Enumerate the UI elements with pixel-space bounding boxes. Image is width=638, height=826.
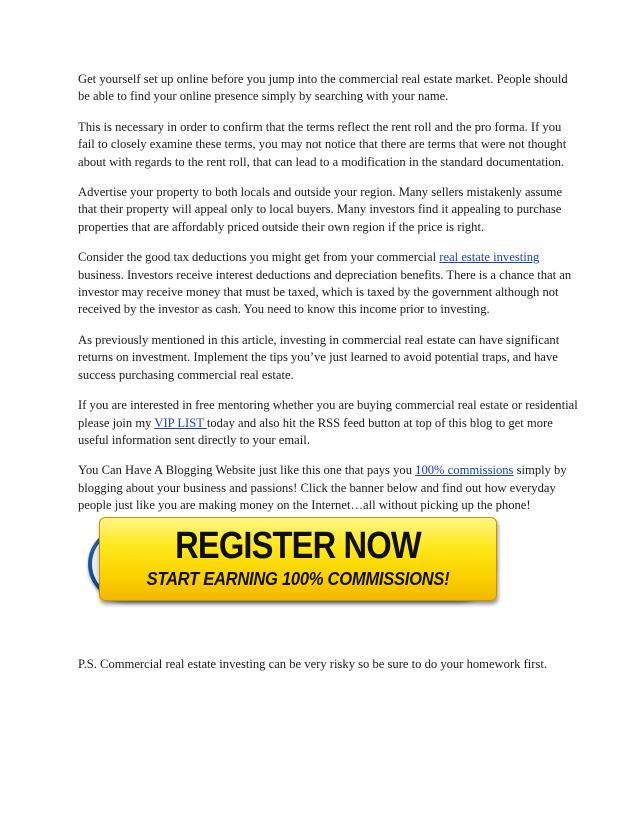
paragraph-text: If you are interested in free mentoring whether you are buying commercial real estate or residential please join my xyxy=(78,398,578,430)
paragraph-online-presence: Get yourself set up online before you jump into the commercial real estate market. People should be able to find your online presence simply by searching with your name. xyxy=(78,72,568,104)
paragraph-text: Consider the good tax deductions you might get from your commercial xyxy=(78,250,440,265)
paragraph-text: business. Investors receive interest deductions and depreciation benefits. There is a chance that an investor may receive money that must be taxed, which is taxed by the government although not received by the investor as cash. You need to know this income prior to investing. xyxy=(78,267,572,317)
banner-subtitle: START EARNING 100% COMMISSIONS! xyxy=(146,569,450,589)
real-estate-investing-link[interactable]: real estate investing xyxy=(439,250,540,265)
paragraph-advertise: Advertise your property to both locals and outside your region. Many sellers mistakenly assume that their property will appeal only to local buyers. Many investors find it appealing to purchase properties that are affordably priced outside their own region if the price is right. xyxy=(78,185,563,234)
paragraph-mentoring xyxy=(78,397,578,449)
paragraph-text: today and also hit the RSS feed button at top of this blog to get more useful information sent directly to your email. xyxy=(78,415,553,447)
commissions-link[interactable]: 100% commissions xyxy=(415,463,514,478)
paragraph-tax-deductions xyxy=(78,249,578,319)
paragraph-blogging xyxy=(78,462,578,514)
vip-list-link[interactable]: VIP LIST xyxy=(154,415,207,430)
paragraph-text: You Can Have A Blogging Website just like this one that pays you xyxy=(78,463,416,478)
article-body xyxy=(78,71,578,528)
register-now-banner[interactable] xyxy=(88,517,508,609)
paragraph-text: simply by blogging about your business and passions! Click the banner below and find out how everyday people just like you are making money on the Internet…all without picking up the phone! xyxy=(78,463,567,513)
paragraph-summary: As previously mentioned in this article, investing in commercial real estate can have significant returns on investment. Implement the tips you’ve just learned to avoid potential traps, and have success purchasing commercial real estate. xyxy=(78,332,560,382)
register-now-button[interactable] xyxy=(99,517,497,601)
banner-title: REGISTER NOW xyxy=(175,525,421,567)
paragraph-rent-roll: This is necessary in order to confirm that the terms reflect the rent roll and the pro forma. If you fail to closely examine these terms, you may not notice that there are terms that were not thought about with regards to the rent roll, that can lead to a modification in the standard documentation. xyxy=(78,119,567,169)
postscript: P.S. Commercial real estate investing can be very risky so be sure to do your homework first. xyxy=(78,657,548,671)
